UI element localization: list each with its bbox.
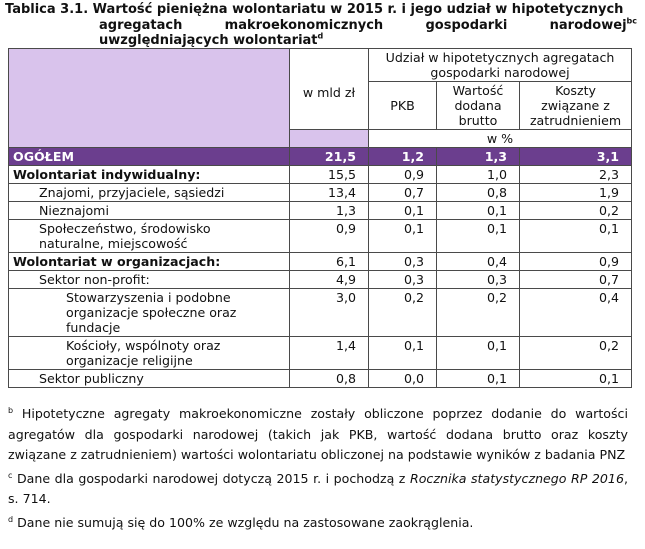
cell-value: 3,1 xyxy=(520,148,632,166)
cell-value: 4,9 xyxy=(290,271,369,289)
table-row xyxy=(9,202,632,220)
footnote-b xyxy=(8,401,628,466)
cell-value: 0,9 xyxy=(369,166,437,184)
cell-value: 13,4 xyxy=(290,184,369,202)
footnote-source: Rocznika statystycznego RP 2016 xyxy=(409,470,624,486)
row-label: Społeczeństwo, środowisko naturalne, miejscowość xyxy=(9,220,290,253)
footnote-d xyxy=(8,510,628,534)
cell-value: 0,1 xyxy=(520,220,632,253)
cell-value: 0,1 xyxy=(437,220,520,253)
cell-value: 0,8 xyxy=(437,184,520,202)
cell-value: 0,4 xyxy=(437,253,520,271)
footnotes xyxy=(8,401,628,534)
row-label: Znajomi, przyjaciele, sąsiedzi xyxy=(9,184,290,202)
row-label: OGÓŁEM xyxy=(9,148,290,166)
cell-value: 1,3 xyxy=(437,148,520,166)
cell-value: 0,2 xyxy=(520,337,632,370)
table-row xyxy=(9,370,632,388)
footnote-text: Hipotetyczne agregaty makroekonomiczne zostały obliczone poprzez dodanie do wartości agregatów dla gospodarki narodowej (takich jak PKB, wartość dodana brutto oraz koszty związane z zatrudnieniem) wartości wolontariatu obliczonej na podstawie wyników z badania PNZ xyxy=(8,406,628,463)
cell-value: 0,8 xyxy=(290,370,369,388)
header-unit: w % xyxy=(369,130,632,148)
cell-value: 1,4 xyxy=(290,337,369,370)
title-line-2-text: agregatach makroekonomicznych gospodarki narodowej xyxy=(99,17,627,33)
table-row xyxy=(9,337,632,370)
cell-value: 0,1 xyxy=(437,370,520,388)
row-label: Stowarzyszenia i podobne organizacje społeczne oraz fundacje xyxy=(9,289,290,337)
cell-value: 0,9 xyxy=(520,253,632,271)
cell-value: 21,5 xyxy=(290,148,369,166)
title-line-1: Tablica 3.1. Wartość pieniężna wolontariatu w 2015 r. i jego udział w hipotetycznych xyxy=(5,2,624,17)
cell-value: 0,9 xyxy=(290,220,369,253)
table-row-total xyxy=(9,148,632,166)
cell-value: 0,1 xyxy=(437,337,520,370)
cell-value: 1,9 xyxy=(520,184,632,202)
cell-value: 0,1 xyxy=(369,220,437,253)
row-label: Kościoły, wspólnoty oraz organizacje religijne xyxy=(9,337,290,370)
header-group: Udział w hipotetycznych agregatach gospodarki narodowej xyxy=(369,49,632,82)
footnote-ref-bc: bc xyxy=(626,16,637,26)
footnote-c xyxy=(8,466,628,510)
cell-value: 0,7 xyxy=(369,184,437,202)
footnote-text: Dane nie sumują się do 100% ze względu na zastosowane zaokrąglenia. xyxy=(17,515,474,531)
header-col-pkb: PKB xyxy=(369,82,437,130)
row-label: Nieznajomi xyxy=(9,202,290,220)
row-label: Sektor non-profit: xyxy=(9,271,290,289)
cell-value: 15,5 xyxy=(290,166,369,184)
cell-value: 0,3 xyxy=(369,271,437,289)
cell-value: 0,0 xyxy=(369,370,437,388)
row-label: Wolontariat indywidualny: xyxy=(9,166,290,184)
table-row xyxy=(9,166,632,184)
header-row-1 xyxy=(9,49,632,82)
header-empty-cell xyxy=(290,130,369,148)
table-row xyxy=(9,289,632,337)
cell-value: 0,2 xyxy=(369,289,437,337)
row-label: Sektor publiczny xyxy=(9,370,290,388)
row-label: Wolontariat w organizacjach: xyxy=(9,253,290,271)
cell-value: 0,2 xyxy=(520,202,632,220)
footnote-mark: d xyxy=(8,514,14,524)
header-label-cell xyxy=(9,49,290,148)
cell-value: 0,1 xyxy=(369,202,437,220)
footnote-text: Dane dla gospodarki narodowej dotyczą 2015 r. i pochodzą z xyxy=(16,470,406,486)
cell-value: 3,0 xyxy=(290,289,369,337)
cell-value: 0,1 xyxy=(437,202,520,220)
table-title xyxy=(5,2,637,49)
cell-value: 6,1 xyxy=(290,253,369,271)
table-row xyxy=(9,271,632,289)
footnote-mark: b xyxy=(8,406,14,415)
cell-value: 0,4 xyxy=(520,289,632,337)
title-line-2 xyxy=(99,18,637,34)
cell-value: 1,2 xyxy=(369,148,437,166)
cell-value: 0,1 xyxy=(369,337,437,370)
title-line-3 xyxy=(99,33,637,49)
table-row xyxy=(9,253,632,271)
footnote-ref-d: d xyxy=(317,31,324,41)
cell-value: 1,3 xyxy=(290,202,369,220)
cell-value: 0,3 xyxy=(437,271,520,289)
cell-value: 2,3 xyxy=(520,166,632,184)
table-row xyxy=(9,184,632,202)
header-col-mld: w mld zł xyxy=(290,49,369,130)
header-col-wdb: Wartość dodana brutto xyxy=(437,82,520,130)
table-row xyxy=(9,220,632,253)
cell-value: 0,3 xyxy=(369,253,437,271)
header-col-koszty: Koszty związane z zatrudnieniem xyxy=(520,82,632,130)
data-table xyxy=(8,48,632,388)
footnote-text: , s. 714. xyxy=(8,470,628,507)
cell-value: 1,0 xyxy=(437,166,520,184)
cell-value: 0,1 xyxy=(520,370,632,388)
cell-value: 0,2 xyxy=(437,289,520,337)
cell-value: 0,7 xyxy=(520,271,632,289)
footnote-mark: c xyxy=(8,470,13,480)
title-line-3-text: uwzględniających wolontariat xyxy=(99,33,318,48)
